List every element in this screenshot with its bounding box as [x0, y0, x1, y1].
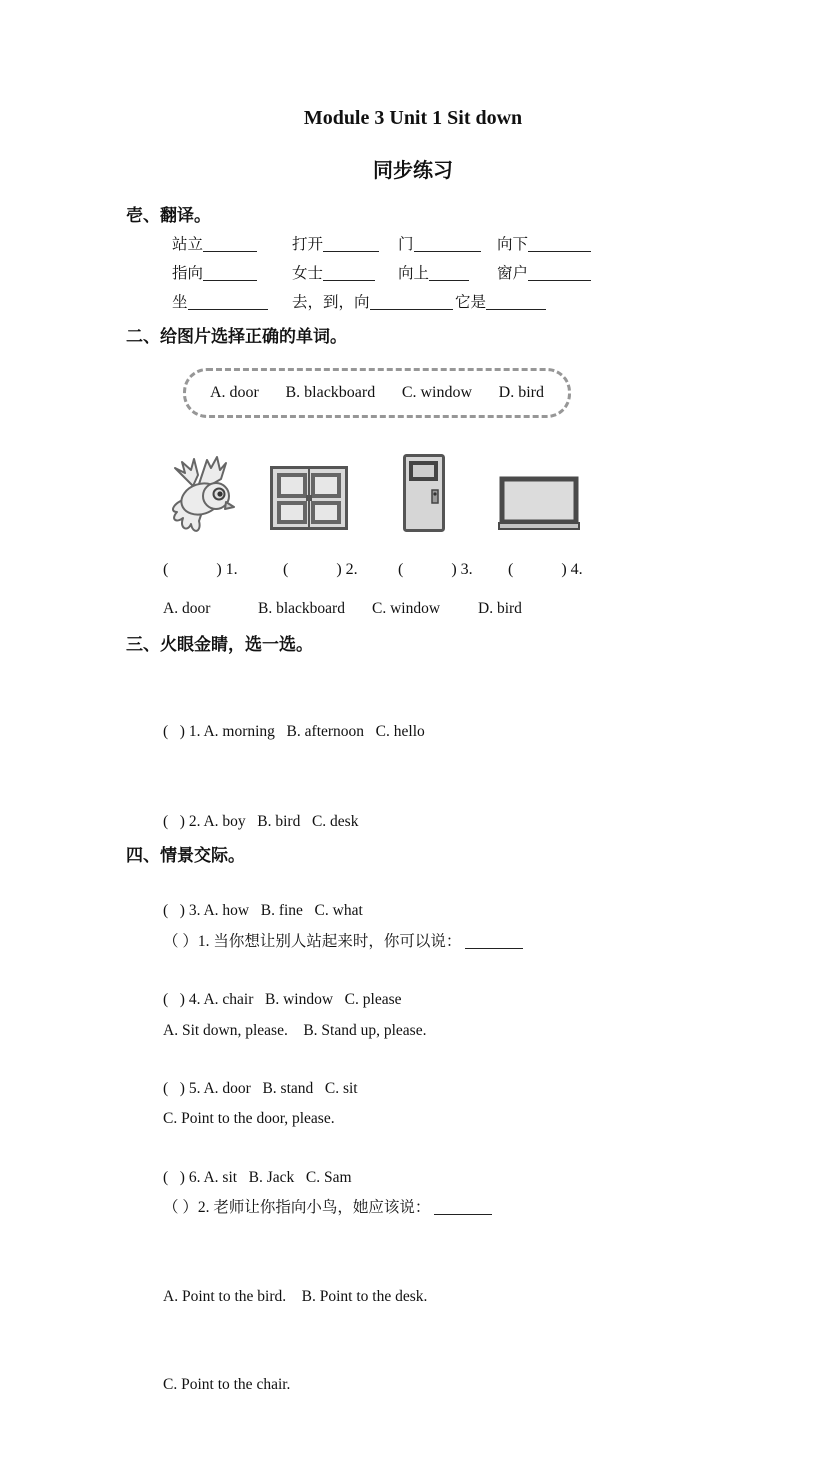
- term-label: 去，到，向: [292, 294, 370, 311]
- answer-slot-row: [163, 561, 583, 579]
- question-prompt: （ ）2. 老师让你指向小鸟，她应该说：: [163, 1193, 523, 1223]
- window-image: [270, 466, 348, 530]
- answer-blank: [203, 267, 257, 281]
- term-label: 坐: [172, 294, 188, 311]
- section2-heading: 二、给图片选择正确的单词。: [126, 327, 347, 347]
- choice-item: ( ) 1. A. morning B. afternoon C. hello: [163, 723, 425, 741]
- answer-blank: [323, 267, 375, 281]
- choice-item: ( ) 3. A. how B. fine C. what: [163, 901, 363, 919]
- option-line: A. Sit down, please. B. Stand up, please.: [163, 1021, 427, 1039]
- picture-option: B. blackboard: [258, 600, 345, 617]
- answer-blank: [434, 1201, 492, 1215]
- answer-blank: [370, 296, 453, 310]
- option-line: A. Point to the bird. B. Point to the desk.: [163, 1287, 428, 1305]
- section4-heading: 四、情景交际。: [126, 846, 245, 866]
- term-label: 它是: [455, 294, 487, 311]
- page-subtitle: 同步练习: [373, 158, 453, 182]
- answer-blank: [188, 296, 268, 310]
- answer-slot: ( ) 4.: [508, 561, 583, 578]
- choice-item: ( ) 5. A. door B. stand C. sit: [163, 1079, 358, 1097]
- choice-item: ( ) 2. A. boy B. bird C. desk: [163, 812, 359, 830]
- picture-option: C. window: [372, 600, 441, 617]
- picture-row: [163, 452, 580, 544]
- option-line: C. Point to the door, please.: [163, 1110, 335, 1128]
- answer-blank: [486, 296, 546, 310]
- option-line: C. Point to the chair.: [163, 1376, 291, 1394]
- term-label: 打开: [292, 236, 324, 253]
- word-bank-option: B. blackboard: [285, 384, 376, 401]
- word-bank-option: A. door: [210, 384, 259, 401]
- answer-slot: ( ) 2.: [283, 561, 358, 578]
- question-prompt: （ ）1. 当你想让别人站起来时，你可以说：: [163, 927, 523, 957]
- section1-heading: 壱、翻译。: [126, 206, 211, 226]
- term-label: 女士: [292, 265, 324, 282]
- term-label: 窗户: [497, 265, 529, 282]
- term-label: 站立: [172, 236, 204, 253]
- answer-slot: ( ) 1.: [163, 561, 238, 578]
- picture-option: A. door: [163, 600, 211, 617]
- answer-blank: [203, 238, 257, 252]
- word-bank: [183, 368, 571, 418]
- term-label: 向下: [497, 236, 529, 253]
- answer-blank: [323, 238, 379, 252]
- blackboard-image: [498, 476, 580, 532]
- choice-item: ( ) 4. A. chair B. window C. please: [163, 990, 402, 1008]
- answer-blank: [528, 238, 591, 252]
- term-label: 向上: [398, 265, 430, 282]
- word-bank-option: C. window: [401, 384, 473, 401]
- choice-item: ( ) 6. A. sit B. Jack C. Sam: [163, 1168, 352, 1186]
- answer-blank: [429, 267, 469, 281]
- translation-row: [172, 261, 591, 283]
- bird-image: [163, 454, 235, 544]
- picture-options-row: [163, 600, 522, 618]
- picture-option: D. bird: [478, 600, 522, 617]
- section3-heading: 三、火眼金睛，选一选。: [126, 635, 313, 655]
- answer-blank: [528, 267, 591, 281]
- term-label: 门: [398, 236, 414, 253]
- section4-items: [163, 868, 523, 1459]
- answer-slot: ( ) 3.: [398, 561, 473, 578]
- translation-row: [172, 290, 546, 312]
- door-image: [403, 454, 445, 532]
- term-label: 指向: [172, 265, 204, 282]
- page-title: Module 3 Unit 1 Sit down: [303, 107, 523, 129]
- translation-row: [172, 232, 591, 254]
- answer-blank: [465, 935, 523, 949]
- word-bank-option: D. bird: [498, 384, 544, 401]
- answer-blank: [414, 238, 481, 252]
